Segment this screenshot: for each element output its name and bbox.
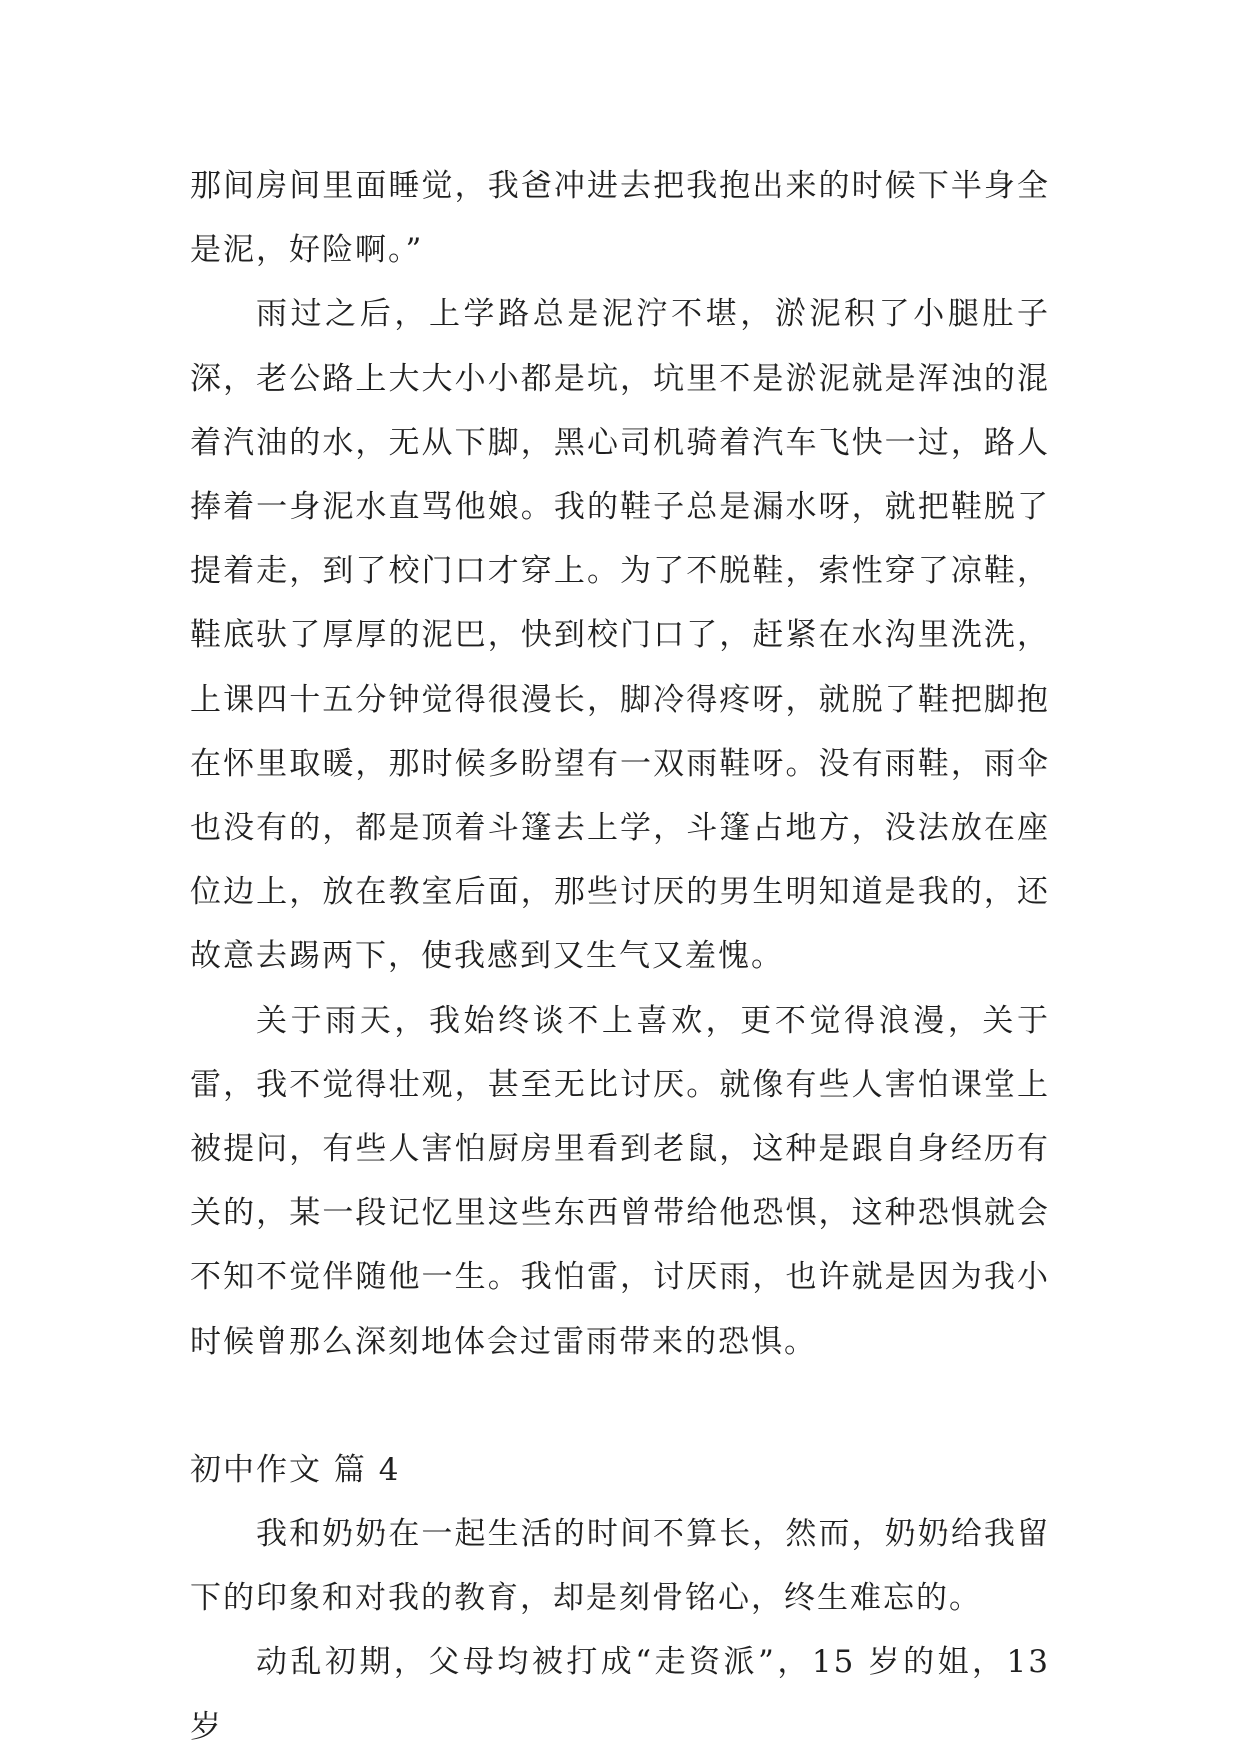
paragraph-grandma-intro: 我和奶奶在一起生活的时间不算长，然而，奶奶给我留下的印象和对我的教育，却是刻骨铭心，终生难忘的。 — [190, 1516, 1050, 1617]
section-spacer — [190, 1374, 1050, 1438]
paragraph-fear-of-thunder: 关于雨天，我始终谈不上喜欢，更不觉得浪漫，关于雷，我不觉得壮观，甚至无比讨厌。就像有些人害怕课堂上被提问，有些人害怕厨房里看到老鼠，这种是跟自身经历有关的，某一段记忆里这些东西曾带给他恐惧，这种恐惧就会不知不觉伴随他一生。我怕雷，讨厌雨，也许就是因为我小时候曾那么深刻地体会过雷雨带来的恐惧。 — [190, 1002, 1050, 1360]
section-heading: 初中作文 篇 4 — [190, 1451, 401, 1488]
paragraph-rainy-road: 雨过之后，上学路总是泥泞不堪，淤泥积了小腿肚子深，老公路上大大小小都是坑，坑里不是淤泥就是浑浊的混着汽油的水，无从下脚，黑心司机骑着汽车飞快一过，路人捧着一身泥水直骂他娘。我的鞋子总是漏水呀，就把鞋脱了提着走，到了校门口才穿上。为了不脱鞋，索性穿了凉鞋，鞋底驮了厚厚的泥巴，快到校门口了，赶紧在水沟里洗洗，上课四十五分钟觉得很漫长，脚冷得疼呀，就脱了鞋把脚抱在怀里取暖，那时候多盼望有一双雨鞋呀。没有雨鞋，雨伞也没有的，都是顶着斗篷去上学，斗篷占地方，没法放在座位边上，放在教室后面，那些讨厌的男生明知道是我的，还故意去踢两下，使我感到又生气又羞愧。 — [190, 296, 1050, 975]
paragraph-turmoil: 动乱初期，父母均被打成“走资派”，15 岁的姐，13 岁 — [190, 1644, 1050, 1745]
document-body — [190, 154, 1050, 1759]
paragraph-continued: 那间房间里面睡觉，我爸冲进去把我抱出来的时候下半身全是泥，好险啊。” — [190, 168, 1050, 269]
